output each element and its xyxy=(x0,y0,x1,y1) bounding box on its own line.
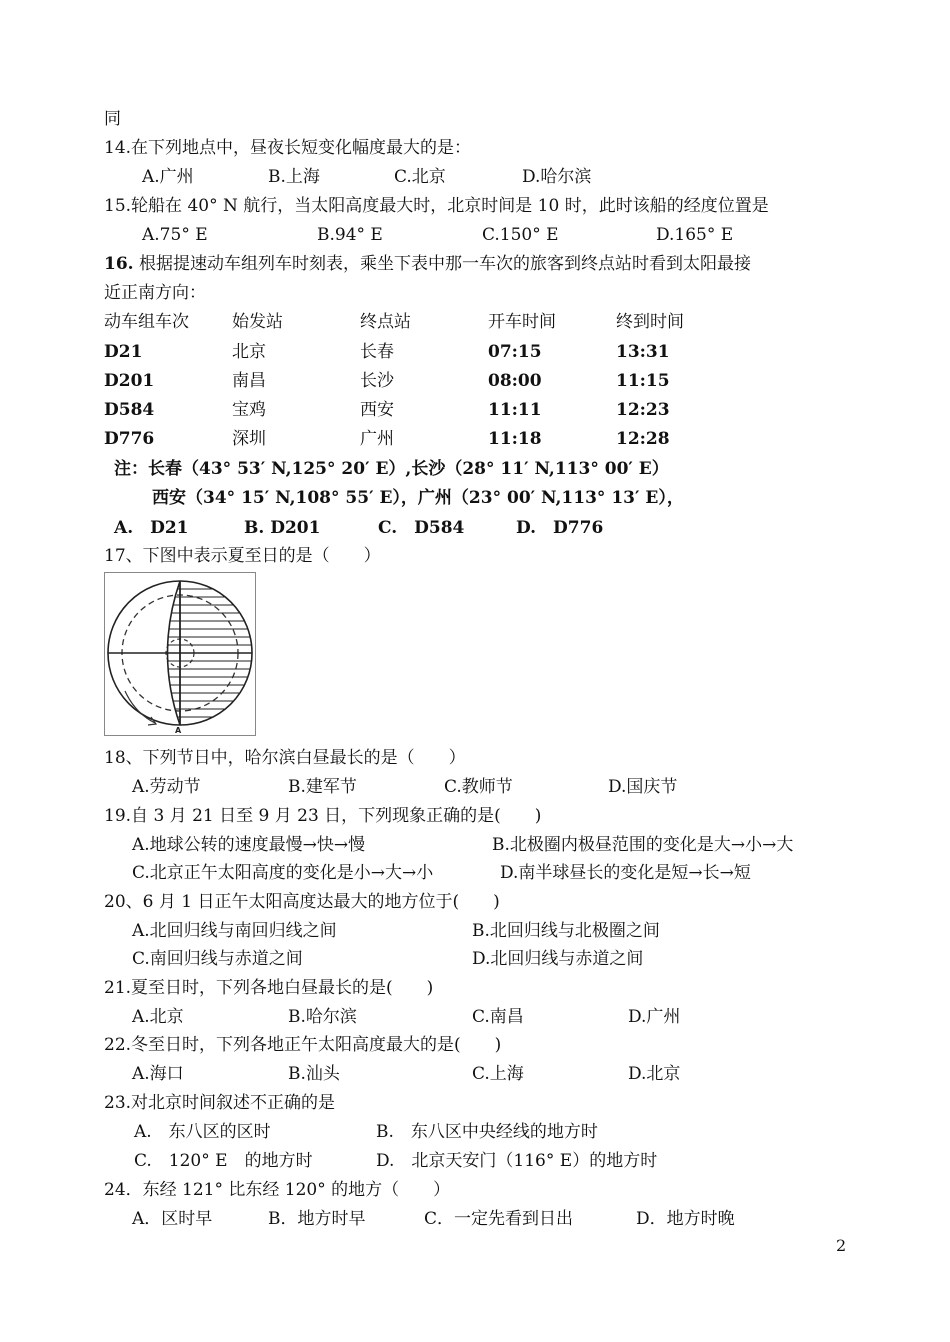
q21-option-b: B.哈尔滨 xyxy=(288,1007,357,1027)
q18-option-b: B.建军节 xyxy=(288,777,357,797)
table-cell: D201 xyxy=(104,371,155,391)
table-cell: 宝鸡 xyxy=(232,400,266,420)
q23-stem: 23.对北京时间叙述不正确的是 xyxy=(104,1093,336,1113)
q16-option-a: A. D21 xyxy=(114,518,189,538)
q24-option-c: C．一定先看到日出 xyxy=(424,1209,574,1229)
q18-option-a: A.劳动节 xyxy=(132,777,201,797)
table-cell: D21 xyxy=(104,342,143,362)
table-cell: 长沙 xyxy=(360,371,394,391)
q21-stem: 21.夏至日时，下列各地白昼最长的是( ) xyxy=(104,978,434,998)
q15-option-b: B.94° E xyxy=(317,225,383,245)
table-cell: 11:15 xyxy=(616,371,670,391)
q19-option-a: A.地球公转的速度最慢→快→慢 xyxy=(132,835,366,855)
q22-option-a: A.海口 xyxy=(132,1064,184,1084)
table-cell: 深圳 xyxy=(232,429,266,449)
q15-option-c: C.150° E xyxy=(482,225,559,245)
q20-option-a: A.北回归线与南回归线之间 xyxy=(132,921,337,941)
top-fragment: 同 xyxy=(104,109,121,129)
q15-option-d: D.165° E xyxy=(656,225,734,245)
q14-option-d: D.哈尔滨 xyxy=(522,167,592,187)
q19-option-c: C.北京正午太阳高度的变化是小→大→小 xyxy=(132,863,434,883)
q22-option-b: B.汕头 xyxy=(288,1064,340,1084)
table-cell: 广州 xyxy=(360,429,394,449)
table-header-depart: 开车时间 xyxy=(488,312,556,332)
table-cell: 13:31 xyxy=(616,342,670,362)
q18-option-c: C.教师节 xyxy=(444,777,513,797)
table-cell: 07:15 xyxy=(488,342,542,362)
q16-option-c: C. D584 xyxy=(378,518,465,538)
q14-option-a: A.广州 xyxy=(142,167,194,187)
q21-option-a: A.北京 xyxy=(132,1007,184,1027)
q23-option-d: D. 北京天安门（116° E）的地方时 xyxy=(376,1151,658,1171)
q19-option-d: D.南半球昼长的变化是短→长→短 xyxy=(500,863,751,883)
q21-option-c: C.南昌 xyxy=(472,1007,524,1027)
q19-option-b: B.北极圈内极昼范围的变化是大→小→大 xyxy=(492,835,794,855)
q20-option-b: B.北回归线与北极圈之间 xyxy=(472,921,660,941)
table-cell: 11:18 xyxy=(488,429,542,449)
q16-stem-text: 根据提速动车组列车时刻表，乘坐下表中那一车次的旅客到终点站时看到太阳最接 xyxy=(138,254,751,274)
q15-option-a: A.75° E xyxy=(142,225,208,245)
q24-option-a: A．区时早 xyxy=(132,1209,213,1229)
q22-option-d: D.北京 xyxy=(628,1064,681,1084)
q16-stem-line1 xyxy=(104,253,751,275)
table-cell: D584 xyxy=(104,400,155,420)
table-cell: D776 xyxy=(104,429,155,449)
q20-option-d: D.北回归线与赤道之间 xyxy=(472,949,644,969)
table-cell: 长春 xyxy=(360,342,394,362)
q24-option-d: D．地方时晚 xyxy=(636,1209,735,1229)
q24-stem: 24．东经 121° 比东经 120° 的地方（ ） xyxy=(104,1180,451,1200)
q23-option-b: B. 东八区中央经线的地方时 xyxy=(376,1122,598,1142)
q21-option-d: D.广州 xyxy=(628,1007,681,1027)
q16-stem-line2: 近正南方向： xyxy=(104,283,206,303)
table-cell: 12:28 xyxy=(616,429,670,449)
page-number: 2 xyxy=(836,1236,847,1255)
q20-option-c: C.南回归线与赤道之间 xyxy=(132,949,303,969)
q19-stem: 19.自 3 月 21 日至 9 月 23 日，下列现象正确的是( ) xyxy=(104,806,542,826)
q16-option-b: B. D201 xyxy=(244,518,321,538)
earth-diagram xyxy=(105,573,255,735)
figure-label: A xyxy=(175,726,182,735)
q17-stem: 17、下图中表示夏至日的是（ ） xyxy=(104,546,381,566)
q23-option-c: C. 120° E 的地方时 xyxy=(134,1151,313,1171)
q18-stem: 18、下列节日中，哈尔滨白昼最长的是（ ） xyxy=(104,748,466,768)
q14-stem: 14.在下列地点中，昼夜长短变化幅度最大的是： xyxy=(104,138,472,158)
q20-stem: 20、6 月 1 日正午太阳高度达最大的地方位于( ) xyxy=(104,892,500,912)
earth-illumination-figure xyxy=(104,572,256,736)
table-cell: 12:23 xyxy=(616,400,670,420)
q16-note-line1: 注：长春（43° 53′ N,125° 20′ E）,长沙（28° 11′ N,113° 00′ E） xyxy=(114,459,669,479)
q18-option-d: D.国庆节 xyxy=(608,777,678,797)
table-header-origin: 始发站 xyxy=(232,312,283,332)
q14-option-c: C.北京 xyxy=(394,167,446,187)
q22-stem: 22.冬至日时，下列各地正午太阳高度最大的是( ) xyxy=(104,1035,502,1055)
table-cell: 西安 xyxy=(360,400,394,420)
q15-stem: 15.轮船在 40° N 航行，当太阳高度最大时，北京时间是 10 时，此时该船的经度位置是 xyxy=(104,196,769,216)
table-cell: 11:11 xyxy=(488,400,542,420)
q16-number: 16. xyxy=(104,254,134,274)
q22-option-c: C.上海 xyxy=(472,1064,524,1084)
table-cell: 08:00 xyxy=(488,371,542,391)
q14-option-b: B.上海 xyxy=(268,167,320,187)
table-header-train: 动车组车次 xyxy=(104,312,189,332)
table-header-destination: 终点站 xyxy=(360,312,411,332)
table-cell: 南昌 xyxy=(232,371,266,391)
table-cell: 北京 xyxy=(232,342,266,362)
q23-option-a: A. 东八区的区时 xyxy=(134,1122,271,1142)
q16-note-line2: 西安（34° 15′ N,108° 55′ E），广州（23° 00′ N,113° 13′ E）， xyxy=(152,488,684,508)
q24-option-b: B．地方时早 xyxy=(268,1209,366,1229)
q16-option-d: D. D776 xyxy=(516,518,604,538)
table-header-arrive: 终到时间 xyxy=(616,312,684,332)
